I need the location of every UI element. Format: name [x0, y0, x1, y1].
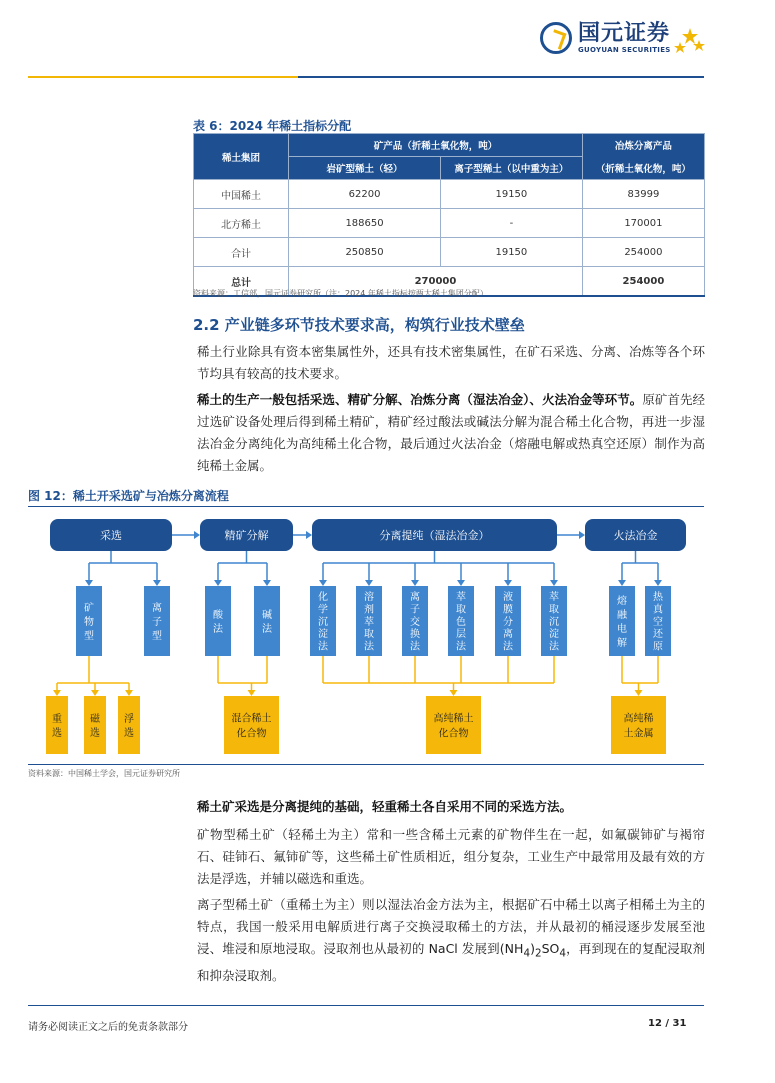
- sub-label-8: 法: [503, 641, 513, 653]
- cell-ion: -: [440, 209, 582, 238]
- branch-arrow-6: [411, 580, 419, 586]
- merge-arrow-1: [248, 690, 256, 696]
- cell-smelt: 254000: [582, 238, 704, 267]
- company-logo: [540, 22, 671, 54]
- sub-label-7: 层: [456, 629, 466, 641]
- sub-label-0: 物: [84, 616, 94, 628]
- stage-arrow-1: [306, 531, 312, 539]
- sub-label-8: 液: [503, 592, 513, 603]
- result-label-0: 选: [52, 727, 62, 739]
- th-group: 稀土集团: [194, 134, 289, 180]
- branch-arrow-9: [550, 580, 558, 586]
- section-title: 2.2 产业链多环节技术要求高，构筑行业技术壁垒: [193, 316, 525, 334]
- sub-label-8: 离: [503, 629, 513, 641]
- result-arrow-1: [91, 690, 99, 696]
- result-label-3: 混合稀土: [231, 713, 272, 725]
- cell-rock: 62200: [289, 180, 441, 209]
- sub-label-4: 法: [318, 641, 328, 653]
- cell-name: 中国稀土: [194, 180, 289, 209]
- figure-title: 图 12：稀土开采选矿与冶炼分离流程: [28, 489, 229, 503]
- paragraph-5: [197, 894, 705, 987]
- result-label-0: 重: [52, 713, 62, 725]
- sub-label-5: 溶: [364, 592, 374, 603]
- result-label-4: 化合物: [438, 728, 469, 740]
- footer-divider: [28, 1005, 704, 1006]
- quota-table: [193, 133, 705, 297]
- sub-label-7: 法: [456, 641, 466, 653]
- p1-text: 稀土行业除具有资本密集属性外，还具有技术密集属性，在矿石采选、分离、冶炼等各个环节均具有较高的技术要求。: [197, 344, 705, 381]
- sub-label-11: 空: [653, 616, 663, 628]
- stage-label-2: 分离提纯（湿法冶金）: [379, 529, 490, 542]
- result-label-2: 选: [124, 727, 134, 739]
- figure-bottom-rule: [28, 764, 704, 765]
- sub-label-11: 热: [653, 592, 663, 603]
- sub-label-2: 酸: [213, 609, 223, 621]
- result-label-5: 高纯稀: [623, 713, 654, 725]
- result-box-0: [46, 696, 68, 754]
- result-label-1: 磁: [90, 713, 100, 725]
- page-number: 12 / 31: [648, 1018, 687, 1029]
- sub-label-5: 剂: [364, 604, 374, 616]
- footer-disclaimer: 请务必阅读正文之后的免责条款部分: [28, 1022, 188, 1033]
- sub-label-6: 换: [410, 629, 420, 641]
- table-title: 表 6：2024 年稀土指标分配: [193, 119, 352, 133]
- cell-rock: 250850: [289, 238, 441, 267]
- sub-label-9: 取: [549, 604, 559, 616]
- sub-label-6: 子: [410, 604, 420, 616]
- sub-box-3: [254, 586, 280, 656]
- sub-label-1: 型: [152, 630, 162, 642]
- result-label-2: 浮: [124, 713, 134, 725]
- result-label-3: 化合物: [236, 728, 267, 740]
- sub-label-3: 碱: [262, 609, 272, 621]
- sub-label-7: 萃: [456, 592, 466, 603]
- p2-bold: 稀土的生产一般包括采选、精矿分解、冶炼分离（湿法冶金）、火法冶金等环节。: [197, 392, 643, 407]
- stage-label-3: 火法冶金: [613, 529, 658, 542]
- branch-arrow-5: [365, 580, 373, 586]
- cell-total-mine: 270000: [289, 267, 583, 297]
- sub-label-0: 型: [84, 630, 94, 642]
- header-divider: [28, 76, 704, 78]
- figure-source: 资料来源：中国稀土学会，国元证券研究所: [28, 769, 180, 778]
- cell-total-smelt: 254000: [582, 267, 704, 297]
- sub-label-4: 化: [318, 592, 328, 603]
- paragraph-4: [197, 824, 705, 890]
- table-row: [194, 180, 705, 209]
- result-label-4: 高纯稀土: [433, 713, 474, 725]
- branch-arrow-1: [153, 580, 161, 586]
- sub-label-10: 电: [617, 623, 627, 635]
- sub-label-8: 分: [503, 616, 513, 628]
- logo-text-en: GUOYUAN SECURITIES: [578, 46, 671, 54]
- result-box-5: [611, 696, 666, 754]
- branch-arrow-7: [457, 580, 465, 586]
- sub-label-4: 学: [318, 604, 328, 616]
- sub-label-10: 融: [617, 609, 627, 621]
- sub-label-11: 原: [653, 641, 663, 653]
- branch-arrow-4: [319, 580, 327, 586]
- sub-box-2: [205, 586, 231, 656]
- cell-total-name: 总计: [194, 267, 289, 297]
- branch-arrow-3: [263, 580, 271, 586]
- sub-label-9: 淀: [549, 629, 559, 641]
- logo-stars-icon: [672, 26, 706, 60]
- branch-arrow-10: [618, 580, 626, 586]
- figure-top-rule: [28, 506, 704, 507]
- branch-arrow-11: [654, 580, 662, 586]
- stage-label-1: 精矿分解: [224, 529, 269, 542]
- branch-arrow-8: [504, 580, 512, 586]
- sub-label-7: 取: [456, 604, 466, 616]
- paragraph-3: [197, 796, 705, 818]
- sub-label-0: 矿: [84, 602, 94, 614]
- p2-text: 原矿首先经过选矿设备处理后得到稀土精矿，精矿经过酸法或碱法分解为混合稀土化合物，再进一步湿法冶金分离纯化为高纯稀土化合物，最后通过火法冶金（熔融电解或热真空还原）制作为高纯稀土金属。: [197, 392, 705, 473]
- stage-arrow-2: [579, 531, 585, 539]
- sub-label-4: 沉: [318, 616, 328, 628]
- result-box-2: [118, 696, 140, 754]
- branch-arrow-2: [214, 580, 222, 586]
- stage-label-0: 采选: [100, 529, 122, 542]
- branch-arrow-0: [85, 580, 93, 586]
- th-rock: 岩矿型稀土（轻）: [289, 157, 441, 180]
- result-box-4: [426, 696, 481, 754]
- table-row: [194, 238, 705, 267]
- cell-name: 合计: [194, 238, 289, 267]
- sub-label-2: 法: [213, 623, 223, 635]
- logo-text-cn: 国元证券: [578, 21, 671, 46]
- sub-label-1: 离: [152, 602, 162, 614]
- p5-text-a: 离子型稀土矿（重稀土为主）则以湿法冶金方法为主，根据矿石中稀土以离子相稀土为主的特点，我国一般采用电解质进行离子交换浸取稀土的方法，并从最初的桶浸逐步发展至池浸、堆浸和原地浸取。浸取剂也从最初的 NaCl 发展到(NH: [197, 897, 705, 956]
- paragraph-1: [197, 341, 705, 385]
- result-arrow-2: [125, 690, 133, 696]
- sub-label-3: 法: [262, 623, 272, 635]
- th-mine: 矿产品（折稀土氧化物，吨）: [289, 134, 583, 157]
- th-smelt-1: 冶炼分离产品: [582, 134, 704, 157]
- sub-label-5: 法: [364, 641, 374, 653]
- table-row: [194, 209, 705, 238]
- sub-label-9: 萃: [549, 592, 559, 603]
- sub-label-11: 真: [653, 604, 663, 616]
- stage-arrow-0: [194, 531, 200, 539]
- sub-label-9: 法: [549, 641, 559, 653]
- sub-label-4: 淀: [318, 629, 328, 641]
- p5-text-d: ，再到现在的复配浸取剂和抑杂浸取剂。: [197, 941, 705, 983]
- cell-ion: 19150: [440, 238, 582, 267]
- result-box-1: [84, 696, 106, 754]
- sub-label-11: 还: [653, 629, 663, 641]
- sub-label-1: 子: [152, 616, 162, 628]
- sub-label-10: 解: [617, 637, 627, 649]
- p3-bold: 稀土矿采选是分离提纯的基础，轻重稀土各自采用不同的采选方法。: [197, 799, 573, 814]
- process-flow-diagram: [28, 508, 704, 762]
- sub-label-7: 色: [456, 616, 466, 628]
- logo-icon: [540, 22, 572, 54]
- cell-name: 北方稀土: [194, 209, 289, 238]
- cell-ion: 19150: [440, 180, 582, 209]
- p4-text: 矿物型稀土矿（轻稀土为主）常和一些含稀土元素的矿物伴生在一起，如氟碳铈矿与褐帘石、硅铈石、氟铈矿等，这些稀土矿性质相近，组分复杂，工业生产中最常用及最有效的方法是浮选，并辅以磁选和重选。: [197, 827, 705, 886]
- paragraph-2: [197, 389, 705, 477]
- cell-smelt: 170001: [582, 209, 704, 238]
- sub-label-5: 萃: [364, 616, 374, 628]
- sub-label-6: 法: [410, 641, 420, 653]
- merge-arrow-2: [450, 690, 458, 696]
- sub-label-9: 沉: [549, 616, 559, 628]
- th-smelt-2: （折稀土氧化物，吨）: [582, 157, 704, 180]
- result-box-3: [224, 696, 279, 754]
- p5-sub-2: 2: [534, 947, 542, 960]
- merge-arrow-3: [635, 690, 643, 696]
- result-label-1: 选: [90, 727, 100, 739]
- result-arrow-0: [53, 690, 61, 696]
- sub-label-5: 取: [364, 629, 374, 641]
- p5-text-b: ): [530, 941, 535, 956]
- th-ion: 离子型稀土（以中重为主）: [440, 157, 582, 180]
- result-label-5: 土金属: [623, 728, 654, 740]
- sub-label-10: 熔: [617, 595, 627, 607]
- p5-text-c: SO: [541, 941, 560, 956]
- cell-smelt: 83999: [582, 180, 704, 209]
- p5-sub-1: 4: [523, 947, 531, 960]
- p5-sub-3: 4: [559, 947, 566, 960]
- sub-label-6: 离: [410, 592, 420, 603]
- cell-rock: 188650: [289, 209, 441, 238]
- sub-label-8: 膜: [503, 604, 513, 616]
- sub-label-6: 交: [410, 616, 420, 628]
- table-source: 资料来源：工信部，国元证券研究所（注：2024 年稀土指标按两大稀土集团分配）: [193, 289, 488, 298]
